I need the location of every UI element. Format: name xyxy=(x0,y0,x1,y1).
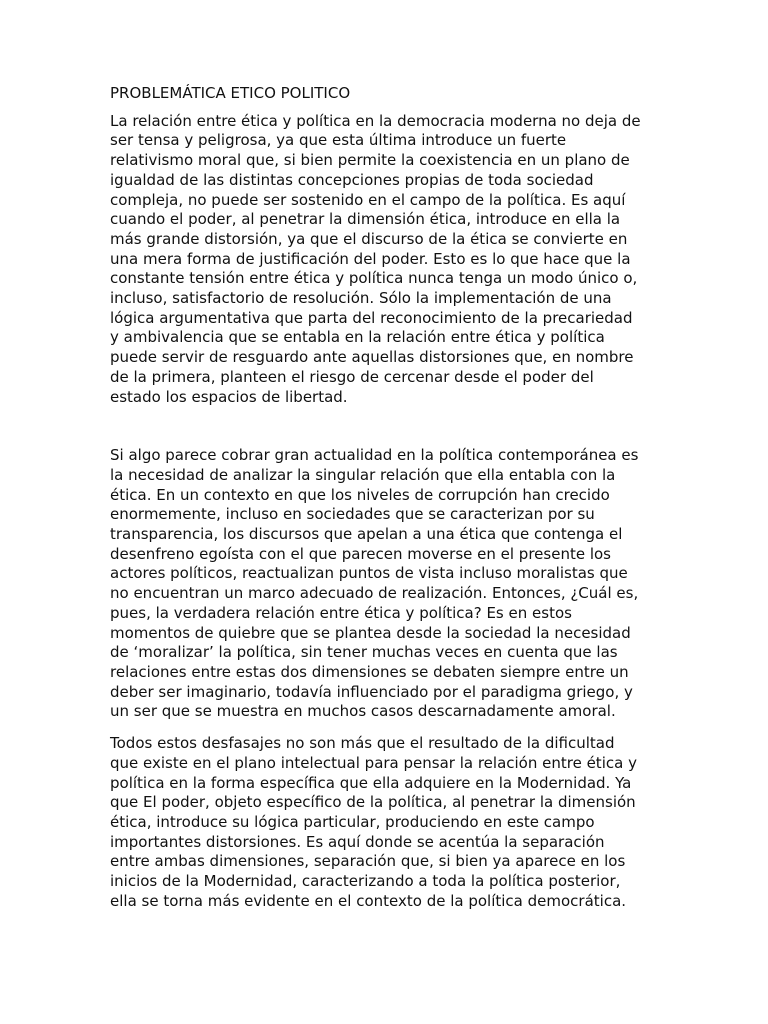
paragraph-3: Todos estos desfasajes no son más que el resultado de la dificultad que existe en el plano intelectual para pensar la relación entre ética y política en la forma específica que ella adquiere en la Modernidad. Ya que El poder, objeto específico de la política, al penetrar la dimensión ética, introduce su lógica particular, produciendo en este campo importantes distorsiones. Es aquí donde se acentúa la separación entre ambas dimensiones, separación que, si bien ya aparece en los inicios de la Modernidad, caracterizando a toda la política posterior, ella se torna más evidente en el contexto de la política democrática. xyxy=(110,734,637,910)
paragraph-2: Si algo parece cobrar gran actualidad en la política contemporánea es la necesidad de analizar la singular relación que ella entabla con la ética. En un contexto en que los niveles de corrupción han crecido enormemente, incluso en sociedades que se caracterizan por su transparencia, los discursos que apelan a una ética que contenga el desenfreno egoísta con el que parecen moverse en el presente los actores políticos, reactualizan puntos de vista incluso moralistas que no encuentran un marco adecuado de realización. Entonces, ¿Cuál es, pues, la verdadera relación entre ética y política? Es en estos momentos de quiebre que se plantea desde la sociedad la necesidad de ‘moralizar’ la política, sin tener muchas veces en cuenta que las relaciones entre estas dos dimensiones se debaten siempre entre un deber ser imaginario, todavía influenciado por el paradigma griego, y un ser que se muestra en muchos casos descarnadamente amoral. xyxy=(110,446,639,721)
document-body xyxy=(110,84,670,911)
paragraph-1: La relación entre ética y política en la democracia moderna no deja de ser tensa y peligrosa, ya que esta última introduce un fuerte relativismo moral que, si bien permite la coexistencia en un plano de igualdad de las distintas concepciones propias de toda sociedad compleja, no puede ser sostenido en el campo de la política. Es aquí cuando el poder, al penetrar la dimensión ética, introduce en ella la más grande distorsión, ya que el discurso de la ética se convierte en una mera forma de justificación del poder. Esto es lo que hace que la constante tensión entre ética y política nunca tenga un modo único o, incluso, satisfactorio de resolución. Sólo la implementación de una lógica argumentativa que parta del reconocimiento de la precariedad y ambivalencia que se entabla en la relación entre ética y política puede servir de resguardo ante aquellas distorsiones que, en nombre de la primera, planteen el riesgo de cercenar desde el poder del estado los espacios de libertad. xyxy=(110,111,641,406)
document-title: PROBLEMÁTICA ETICO POLITICO xyxy=(110,84,351,102)
